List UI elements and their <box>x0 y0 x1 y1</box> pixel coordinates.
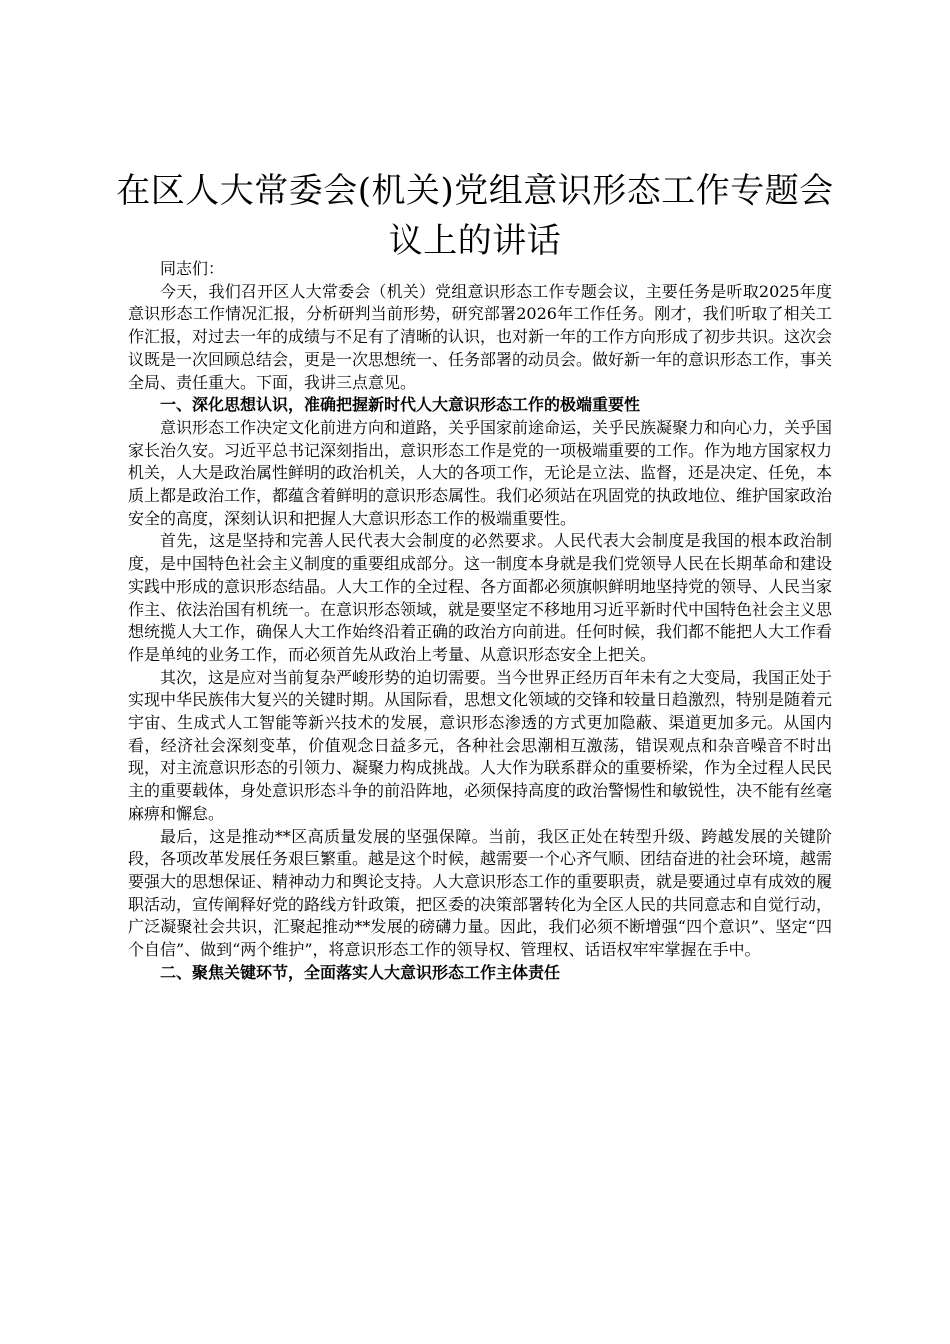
section-1-paragraph: 其次，这是应对当前复杂严峻形势的迫切需要。当今世界正经历百年未有之大变局，我国正处于实现中华民族伟大复兴的关键时期。从国际看，思想文化领域的交锋和较量日趋激烈，特别是随着元宇宙、生成式人工智能等新兴技术的发展，意识形态渗透的方式更加隐蔽、渠道更加多元。从国内看，经济社会深刻变革，价值观念日益多元，各种社会思潮相互激荡，错误观点和杂音噪音不时出现，对主流意识形态的引领力、凝聚力构成挑战。人大作为联系群众的重要桥梁，作为全过程人民民主的重要载体，身处意识形态斗争的前沿阵地，必须保持高度的政治警惕性和敏锐性，决不能有丝毫麻痹和懈怠。 <box>128 667 833 823</box>
section-1-paragraph: 最后，这是推动**区高质量发展的坚强保障。当前，我区正处在转型升级、跨越发展的关键阶段，各项改革发展任务艰巨繁重。越是这个时候，越需要一个心齐气顺、团结奋进的社会环境，越需要强大的思想保证、精神动力和舆论支持。人大意识形态工作的重要职责，就是要通过卓有成效的履职活动，宣传阐释好党的路线方针政策，把区委的决策部署转化为全区人民的共同意志和自觉行动，广泛凝聚社会共识，汇聚起推动**发展的磅礴力量。因此，我们必须不断增强“四个意识”、坚定“四个自信”、做到“两个维护”，将意识形态工作的领导权、管理权、话语权牢牢掌握在手中。 <box>128 826 833 960</box>
salutation: 同志们： <box>160 259 225 278</box>
section-1-paragraph: 意识形态工作决定文化前进方向和道路，关乎国家前途命运，关乎民族凝聚力和向心力，关乎国家长治久安。习近平总书记深刻指出，意识形态工作是党的一项极端重要的工作。作为地方国家权力机关，人大是政治属性鲜明的政治机关，人大的各项工作，无论是立法、监督，还是决定、任免，本质上都是政治工作，都蕴含着鲜明的意识形态属性。我们必须站在巩固党的执政地位、维护国家政治安全的高度，深刻认识和把握人大意识形态工作的极端重要性。 <box>128 417 833 528</box>
document-title: 在区人大常委会(机关)党组意识形态工作专题会议上的讲话 <box>116 171 834 261</box>
section-1-heading: 一、深化思想认识，准确把握新时代人大意识形态工作的极端重要性 <box>160 395 641 415</box>
document-body <box>128 258 832 985</box>
intro-paragraph: 今天，我们召开区人大常委会（机关）党组意识形态工作专题会议，主要任务是听取2025年度意识形态工作情况汇报，分析研判当前形势，研究部署2026年工作任务。刚才，我们听取了相关工作汇报，对过去一年的成绩与不足有了清晰的认识，也对新一年的工作方向形成了初步共识。这次会议既是一次回顾总结会，更是一次思想统一、任务部署的动员会。做好新一年的意识形态工作，事关全局、责任重大。下面，我讲三点意见。 <box>128 281 833 392</box>
section-2-heading: 二、聚焦关键环节，全面落实人大意识形态工作主体责任 <box>160 962 561 982</box>
section-1-paragraph: 首先，这是坚持和完善人民代表大会制度的必然要求。人民代表大会制度是我国的根本政治制度，是中国特色社会主义制度的重要组成部分。这一制度本身就是我们党领导人民在长期革命和建设实践中形成的意识形态结晶。人大工作的全过程、各方面都必须旗帜鲜明地坚持党的领导、人民当家作主、依法治国有机统一。在意识形态领域，就是要坚定不移地用习近平新时代中国特色社会主义思想统揽人大工作，确保人大工作始终沿着正确的政治方向前进。任何时候，我们都不能把人大工作看作是单纯的业务工作，而必须首先从政治上考量、从意识形态安全上把关。 <box>128 531 833 664</box>
